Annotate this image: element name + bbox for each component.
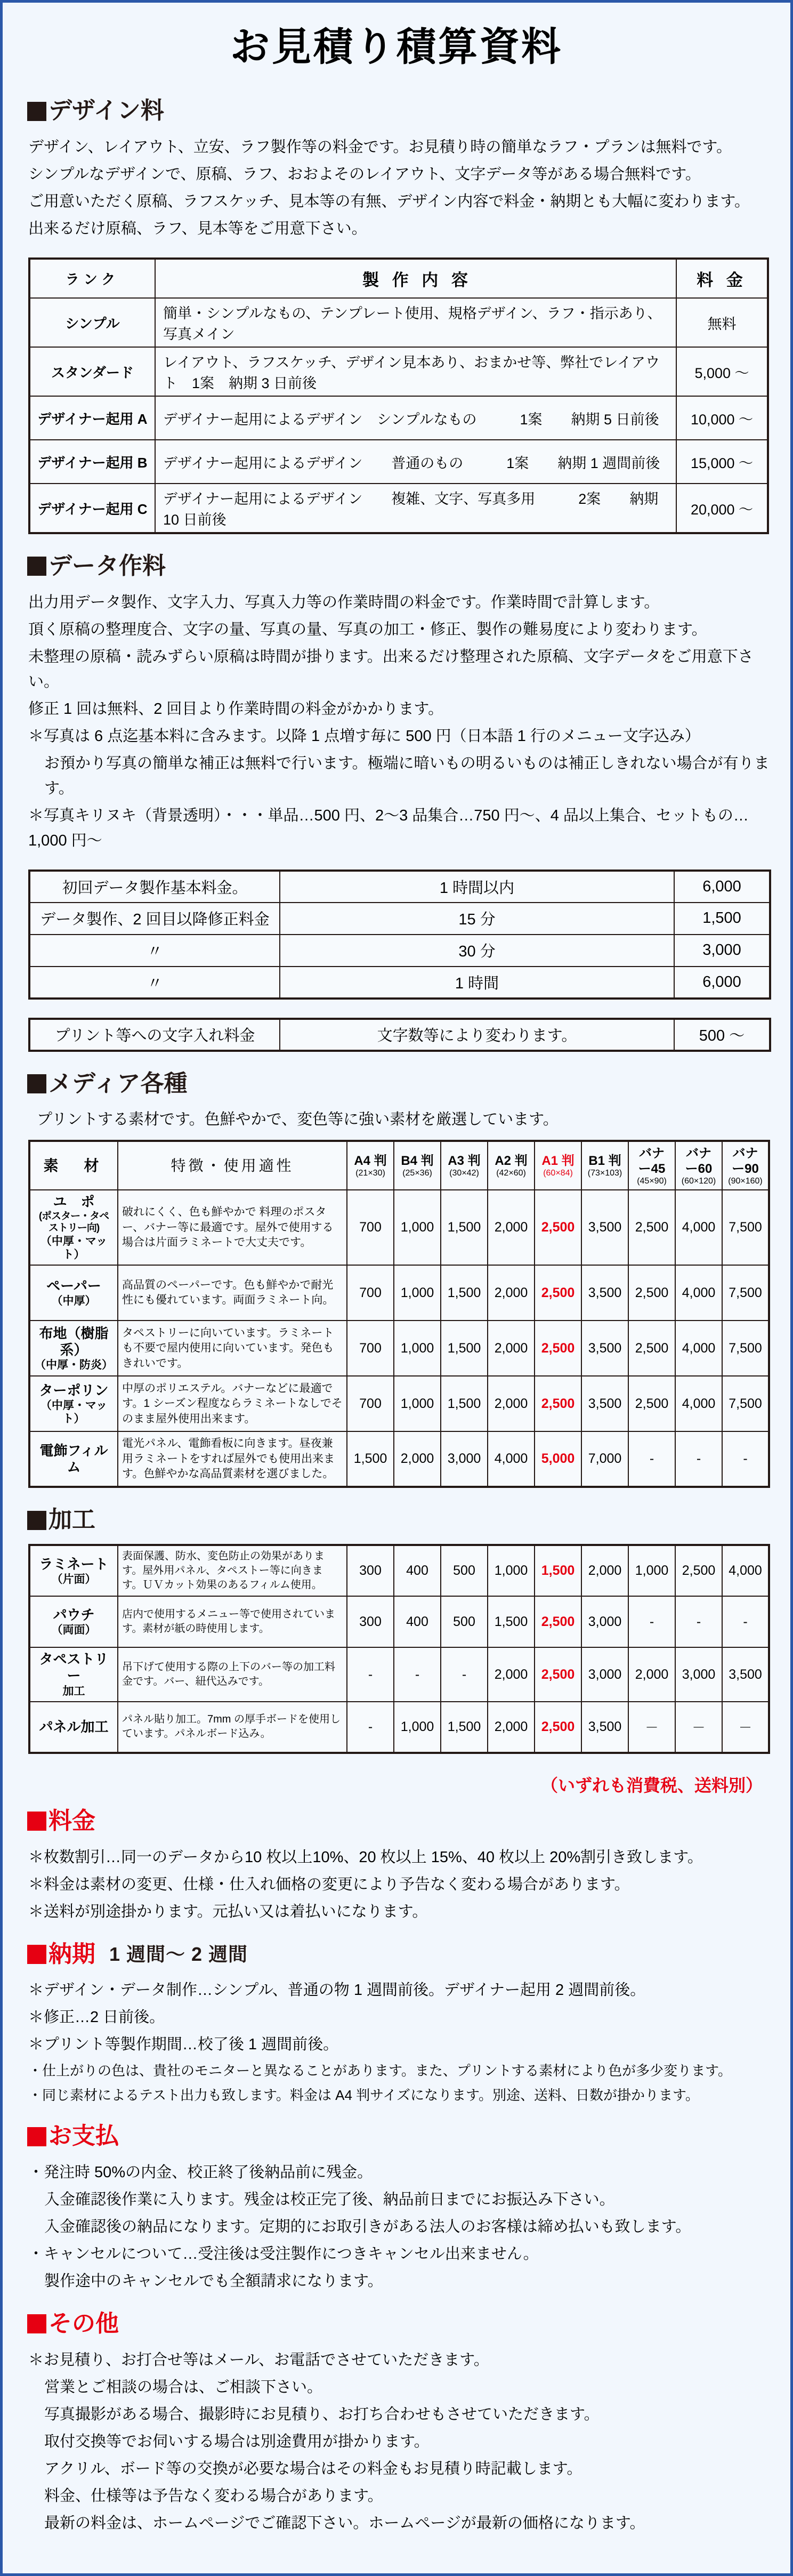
cell-material: ペーパー （中厚）	[29, 1265, 118, 1321]
table-row	[29, 871, 770, 903]
cell-price: 4,000	[675, 1376, 722, 1431]
cell-price: 400	[394, 1545, 441, 1596]
fee-note-line: ＊送料が別途掛かります。元払い又は着払いになります。	[28, 1903, 428, 1920]
cell-price: 4,000	[488, 1431, 535, 1487]
table-row	[29, 1647, 769, 1702]
table-header-row	[29, 259, 768, 298]
section-heading-design	[27, 97, 772, 125]
other-note-line: 取付交換等でお伺いする場合は別途費用が掛かります。	[44, 2433, 430, 2450]
cell-price: 400	[394, 1596, 441, 1647]
cell-price: 2,500	[628, 1376, 675, 1431]
cell-price: 2,500	[628, 1190, 675, 1265]
cell-price: -	[441, 1647, 488, 1702]
cell-price: 3,500	[581, 1702, 628, 1753]
cell-price: -	[675, 1431, 722, 1487]
col-header-size-banner90: バナー90 (90×160)	[722, 1141, 769, 1190]
payment-note-line: ・発注時 50%の内金、校正終了後納品前に残金。	[28, 2164, 373, 2181]
cell-rank: シンプル	[29, 298, 155, 347]
col-header-content: 製 作 内 容	[155, 259, 676, 298]
cell-price: 2,500	[535, 1265, 581, 1321]
cell-price: 3,000	[675, 1647, 722, 1702]
cell-material: 布地（樹脂系） （中厚・防炎）	[29, 1321, 118, 1376]
section-heading-data-fee-label: データ作料	[48, 553, 166, 579]
cell-price: 2,000	[488, 1321, 535, 1376]
payment-note-line: 製作途中のキャンセルでも全額請求になります。	[44, 2273, 383, 2290]
cell-price: 3,500	[722, 1647, 769, 1702]
cell-price: 1,500	[441, 1321, 488, 1376]
table-row	[29, 1702, 769, 1753]
cell-unit: 1 時間	[280, 967, 674, 999]
cell-price: 2,000	[488, 1376, 535, 1431]
cell-price: 2,500	[535, 1647, 581, 1702]
cell-price: 4,000	[675, 1321, 722, 1376]
cell-price: -	[722, 1431, 769, 1487]
cell-price: －	[722, 1702, 769, 1753]
cell-rank: デザイナー起用 C	[29, 484, 155, 533]
cell-price: 3,500	[581, 1190, 628, 1265]
fee-note-line: ＊料金は素材の変更、仕様・仕入れ価格の変更により予告なく変わる場合があります。	[28, 1875, 630, 1893]
design-intro-line: ご用意いただく原稿、ラフスケッチ、見本等の有無、デザイン内容で料金・納期とも大幅に変わります。	[28, 193, 750, 211]
col-header-size-a1: A1 判 (60×84)	[535, 1141, 581, 1190]
cell-price: 1,000	[394, 1321, 441, 1376]
cell-price: 6,000	[674, 967, 770, 999]
payment-note-line: 入金確認後の納品になります。定期的にお取引きがある法人のお客様は締め払いも致します。	[44, 2218, 691, 2236]
cell-material: ユ ポ (ポスター・タペストリー向) （中厚・マット）	[29, 1190, 118, 1265]
cell-price: 6,000	[674, 871, 770, 903]
cell-price: 無料	[676, 298, 768, 347]
cell-desc: 簡単・シンプルなもの、テンプレート使用、規格デザイン、ラフ・指示あり、写真メイン	[155, 298, 676, 347]
data-fee-intro-line: 修正 1 回は無料、2 回目より作業時間の料金がかかります。	[28, 700, 444, 718]
processing-price-table-body	[29, 1545, 769, 1753]
section-marker-icon	[27, 557, 46, 576]
cell-feature: 表面保護、防水、変色防止の効果があります。屋外用パネル、タペストー等に向きます。ＵＶカット効果のあるフィルム使用。	[118, 1545, 347, 1596]
cell-price: -	[347, 1702, 394, 1753]
cell-price: 4,000	[722, 1545, 769, 1596]
cell-price: 1,000	[628, 1545, 675, 1596]
delivery-note-line: ＊修正…2 日前後。	[28, 2009, 165, 2026]
cell-feature: 電光パネル、電飾看板に向きます。昼夜兼用ラミネートをすれば屋外でも使用出来ます。色鮮やかな高品質素材を選びました。	[118, 1431, 347, 1487]
col-header-size-a2: A2 判 (42×60)	[488, 1141, 535, 1190]
section-heading-delivery	[27, 1941, 772, 1969]
cell-price: 3,500	[581, 1376, 628, 1431]
col-header-feature: 特徴・使用適性	[118, 1141, 347, 1190]
cell-price: 300	[347, 1596, 394, 1647]
other-note-line: 最新の料金は、ホームページでご確認下さい。ホームページが最新の価格になります。	[44, 2514, 645, 2532]
other-note-line: アクリル、ボード等の交換が必要な場合はその料金もお見積り時記載します。	[44, 2460, 582, 2477]
cell-price: 2,500	[535, 1702, 581, 1753]
table-row	[29, 967, 770, 999]
table-row	[29, 298, 768, 347]
cell-desc: レイアウト、ラフスケッチ、デザイン見本あり、おまかせ等、弊社でレイアウト 1案 納期 3 日前後	[155, 347, 676, 396]
data-fee-intro-line: 未整理の原稿・読みずらい原稿は時間が掛ります。出来るだけ整理された原稿、文字データをご用意下さい。	[28, 648, 754, 690]
table-row	[29, 935, 770, 967]
cell-unit: 文字数等により変わります。	[280, 1019, 674, 1051]
table-row	[29, 347, 768, 396]
cell-price: －	[675, 1702, 722, 1753]
cell-price: -	[628, 1596, 675, 1647]
col-header-size-b4: B4 判 (25×36)	[394, 1141, 441, 1190]
other-note-line: 料金、仕様等は予告なく変わる場合があります。	[44, 2487, 383, 2505]
cell-feature: 中厚のポリエステル。バナーなどに最適です。1 シーズン程度ならラミネートなしでそのまま屋外使用出来ます。	[118, 1376, 347, 1431]
cell-name: 初回データ製作基本料金。	[29, 871, 280, 903]
payment-note-line: 入金確認後作業に入ります。残金は校正完了後、納品前日までにお振込み下さい。	[44, 2191, 615, 2209]
section-marker-icon	[27, 2127, 46, 2146]
cell-price: 500	[441, 1596, 488, 1647]
cell-price: 2,000	[581, 1545, 628, 1596]
cell-price: 1,500	[441, 1265, 488, 1321]
section-heading-media	[27, 1070, 772, 1098]
cell-price: 1,000	[394, 1190, 441, 1265]
col-header-size-a4: A4 判 (21×30)	[347, 1141, 394, 1190]
data-fee-note: お預かり写真の簡単な補正は無料で行います。極端に暗いもの明るいものは補正しきれない場合が有ります。	[44, 754, 770, 797]
data-fee-table	[28, 870, 771, 1000]
cell-price: 2,000	[628, 1647, 675, 1702]
table-row	[29, 1321, 769, 1376]
cell-price: 3,000	[441, 1431, 488, 1487]
table-row	[29, 484, 768, 533]
cell-material: 電飾フィルム	[29, 1431, 118, 1487]
section-marker-icon	[27, 1511, 46, 1530]
cell-price: 1,500	[674, 903, 770, 935]
data-fee-intro	[21, 590, 772, 854]
cell-price: 1,000	[394, 1376, 441, 1431]
table-row	[29, 396, 768, 440]
table-row	[29, 1376, 769, 1431]
cell-price: -	[675, 1596, 722, 1647]
section-heading-payment-label: お支払	[48, 2123, 119, 2150]
other-notes	[21, 2348, 772, 2536]
design-intro-line: 出来るだけ原稿、ラフ、見本等をご用意下さい。	[28, 220, 367, 238]
delivery-note-line: ＊デザイン・データ制作…シンプル、普通の物 1 週間前後。デザイナー起用 2 週間前後。	[28, 1982, 646, 1999]
tax-note: （いずれも消費税、送料別）	[540, 1775, 763, 1795]
cell-price: 2,500	[535, 1190, 581, 1265]
delivery-bullet: ・同じ素材によるテスト出力も致します。料金は A4 判サイズになります。別途、送料、日数が掛かります。	[28, 2087, 699, 2104]
data-fee-intro-line: 出力用データ製作、文字入力、写真入力等の作業時間の料金です。作業時間で計算します。	[28, 593, 660, 611]
section-marker-icon	[27, 1945, 46, 1964]
cell-price: 3,000	[581, 1647, 628, 1702]
cell-feature: 高品質のペーパーです。色も鮮やかで耐光性にも優れています。両面ラミネート向。	[118, 1265, 347, 1321]
cell-price: 1,500	[441, 1190, 488, 1265]
cell-material: パネル加工	[29, 1702, 118, 1753]
section-heading-fee	[27, 1807, 772, 1836]
cell-rank: デザイナー起用 A	[29, 396, 155, 440]
data-fee-note: ＊写真は 6 点迄基本料に含みます。以降 1 点増す毎に 500 円（日本語 1 行のメニュー文字込み）	[28, 727, 700, 745]
cell-feature: 吊下げて使用する際の上下のバー等の加工料金です。バー、紐代込みです。	[118, 1647, 347, 1702]
cell-feature: パネル貼り加工。7mm の厚手ボードを使用しています。パネルボード込み。	[118, 1702, 347, 1753]
cell-price: 700	[347, 1190, 394, 1265]
cell-price: 7,500	[722, 1190, 769, 1265]
section-heading-other	[27, 2310, 772, 2338]
cell-material: ターポリン （中厚・マット）	[29, 1376, 118, 1431]
cell-price: 10,000 ～	[676, 396, 768, 440]
table-row	[29, 903, 770, 935]
col-header-price: 料 金	[676, 259, 768, 298]
section-marker-icon	[27, 102, 46, 121]
cell-desc: デザイナー起用によるデザイン シンプルなもの 1案 納期 5 日前後	[155, 396, 676, 440]
cell-name: 〃	[29, 967, 280, 999]
design-intro-line: デザイン、レイアウト、立安、ラフ製作等の料金です。お見積り時の簡単なラフ・プランは無料です。	[28, 139, 732, 156]
data-fee-intro-line: 頂く原稿の整理度合、文字の量、写真の量、写真の加工・修正、製作の難易度により変わります。	[28, 621, 707, 638]
cell-material: タペストリー 加工	[29, 1647, 118, 1702]
cell-unit: 1 時間以内	[280, 871, 674, 903]
cell-name: データ製作、2 回目以降修正料金	[29, 903, 280, 935]
cell-price: 2,500	[628, 1265, 675, 1321]
cell-material: パウチ （両面）	[29, 1596, 118, 1647]
table-header-row	[29, 1141, 769, 1190]
cell-rank: デザイナー起用 B	[29, 440, 155, 484]
cell-price: 3,000	[674, 935, 770, 967]
cell-price: -	[722, 1596, 769, 1647]
col-header-size-a3: A3 判 (30×42)	[441, 1141, 488, 1190]
other-note-line: ＊お見積り、お打合せ等はメール、お電話でさせていただきます。	[28, 2351, 489, 2369]
cell-price: 2,000	[488, 1647, 535, 1702]
print-text-fee-table	[28, 1018, 771, 1052]
cell-price: 15,000 ～	[676, 440, 768, 484]
cell-price: 3,500	[581, 1265, 628, 1321]
cell-price: 700	[347, 1376, 394, 1431]
section-heading-processing-label: 加工	[48, 1507, 95, 1533]
cell-price: 2,500	[675, 1545, 722, 1596]
cell-price: 2,500	[535, 1321, 581, 1376]
cell-price: 2,000	[394, 1431, 441, 1487]
section-heading-media-label: メディア各種	[48, 1070, 188, 1097]
cell-price: 1,000	[394, 1702, 441, 1753]
cell-price: 2,000	[488, 1265, 535, 1321]
section-heading-processing	[27, 1506, 772, 1534]
table-row	[29, 1431, 769, 1487]
cell-price: -	[394, 1647, 441, 1702]
cell-price: 1,000	[488, 1545, 535, 1596]
cell-feature: タペストリーに向いています。ラミネートも不要で屋内使用に向いています。発色もきれいです。	[118, 1321, 347, 1376]
cell-unit: 15 分	[280, 903, 674, 935]
cell-price: 1,500	[441, 1702, 488, 1753]
cell-price: 5,000	[535, 1431, 581, 1487]
payment-note-line: ・キャンセルについて…受注後は受注製作につきキャンセル出来ません。	[28, 2245, 539, 2263]
cell-price: 7,500	[722, 1321, 769, 1376]
other-note-line: 営業とご相談の場合は、ご相談下さい。	[44, 2378, 323, 2396]
print-text-fee-table-body	[29, 1019, 770, 1051]
section-heading-fee-label: 料金	[48, 1807, 95, 1834]
processing-price-table	[28, 1544, 770, 1754]
cell-price: 2,000	[488, 1702, 535, 1753]
media-intro: プリントする素材です。色鮮やかで、変色等に強い素材を厳選しています。	[37, 1111, 559, 1129]
cell-price: －	[628, 1702, 675, 1753]
cell-price: 3,500	[581, 1321, 628, 1376]
section-marker-icon	[27, 1074, 46, 1093]
section-heading-payment	[27, 2122, 772, 2151]
col-header-size-banner60: バナー60 (60×120)	[675, 1141, 722, 1190]
data-fee-note: ＊写真キリヌキ（背景透明）・・・単品…500 円、2～3 品集合…750 円～、4 品以上集合、セットもの…1,000 円～	[28, 807, 749, 849]
fee-note-line: ＊枚数割引…同一のデータから10 枚以上10%、20 枚以上 15%、40 枚以上 20%割引き致します。	[28, 1848, 703, 1866]
delivery-range: 1 週間～ 2 週間	[109, 1943, 248, 1966]
table-row	[29, 440, 768, 484]
section-marker-icon	[27, 1812, 46, 1831]
delivery-notes	[21, 1978, 772, 2106]
section-heading-design-label: デザイン料	[48, 98, 164, 124]
cell-desc: デザイナー起用によるデザイン 複雑、文字、写真多用 2案 納期 10 日前後	[155, 484, 676, 533]
col-header-size-banner45: バナー45 (45×90)	[628, 1141, 675, 1190]
section-heading-delivery-label: 納期	[48, 1941, 95, 1967]
delivery-bullet: ・仕上がりの色は、貴社のモニターと異なることがあります。また、プリントする素材により色が多少変ります。	[28, 2063, 732, 2079]
col-header-rank: ランク	[29, 259, 155, 298]
cell-price: 500	[441, 1545, 488, 1596]
cell-price: 700	[347, 1265, 394, 1321]
cell-price: 1,500	[441, 1376, 488, 1431]
cell-price: 3,000	[581, 1596, 628, 1647]
cell-price: 300	[347, 1545, 394, 1596]
cell-price: 500 ～	[674, 1019, 770, 1051]
cell-price: 7,000	[581, 1431, 628, 1487]
cell-price: 1,500	[488, 1596, 535, 1647]
col-header-size-b1: B1 判 (73×103)	[581, 1141, 628, 1190]
design-fee-table	[28, 257, 769, 534]
fee-notes	[21, 1845, 772, 1925]
design-intro-line: シンプルなデザインで、原稿、ラフ、おおよそのレイアウト、文字データ等がある場合無料です。	[28, 166, 701, 183]
payment-notes	[21, 2160, 772, 2294]
cell-price: 20,000 ～	[676, 484, 768, 533]
cell-price: 4,000	[675, 1190, 722, 1265]
cell-price: -	[347, 1647, 394, 1702]
cell-feature: 破れにくく、色も鮮やかで 料理のポスター、バナー等に最適です。屋外で使用する場合は片面ラミネートで大丈夫です。	[118, 1190, 347, 1265]
cell-price: 7,500	[722, 1265, 769, 1321]
cell-price: 1,500	[535, 1545, 581, 1596]
design-intro	[21, 135, 772, 241]
design-fee-table-body	[29, 298, 768, 533]
cell-price: 1,000	[394, 1265, 441, 1321]
table-row	[29, 1265, 769, 1321]
cell-price: 2,000	[488, 1190, 535, 1265]
media-price-table-body	[29, 1190, 769, 1487]
cell-feature: 店内で使用するメニュー等で使用されています。素材が紙の時使用します。	[118, 1596, 347, 1647]
cell-price: 4,000	[675, 1265, 722, 1321]
cell-material: ラミネート （片面）	[29, 1545, 118, 1596]
media-price-table	[28, 1140, 770, 1488]
cell-rank: スタンダード	[29, 347, 155, 396]
table-row	[29, 1545, 769, 1596]
section-marker-icon	[27, 2314, 46, 2333]
cell-price: 2,500	[535, 1376, 581, 1431]
cell-price: 5,000 ～	[676, 347, 768, 396]
data-fee-table-body	[29, 871, 770, 999]
cell-price: -	[628, 1431, 675, 1487]
table-row	[29, 1596, 769, 1647]
cell-price: 2,500	[628, 1321, 675, 1376]
cell-unit: 30 分	[280, 935, 674, 967]
section-heading-data-fee	[27, 552, 772, 581]
delivery-note-line: ＊プリント等製作期間…校了後 1 週間前後。	[28, 2036, 339, 2054]
cell-name: プリント等への文字入れ料金	[29, 1019, 280, 1051]
cell-price: 2,500	[535, 1596, 581, 1647]
page-title: お見積り積算資料	[230, 25, 563, 69]
section-heading-other-label: その他	[48, 2311, 119, 2337]
cell-price: 7,500	[722, 1376, 769, 1431]
col-header-material: 素 材	[29, 1141, 118, 1190]
cell-price: 1,500	[347, 1431, 394, 1487]
cell-desc: デザイナー起用によるデザイン 普通のもの 1案 納期 1 週間前後	[155, 440, 676, 484]
other-note-line: 写真撮影がある場合、撮影時にお見積り、お打ち合わせもさせていただきます。	[44, 2405, 600, 2423]
table-row	[29, 1190, 769, 1265]
table-row	[29, 1019, 770, 1051]
cell-name: 〃	[29, 935, 280, 967]
cell-price: 700	[347, 1321, 394, 1376]
